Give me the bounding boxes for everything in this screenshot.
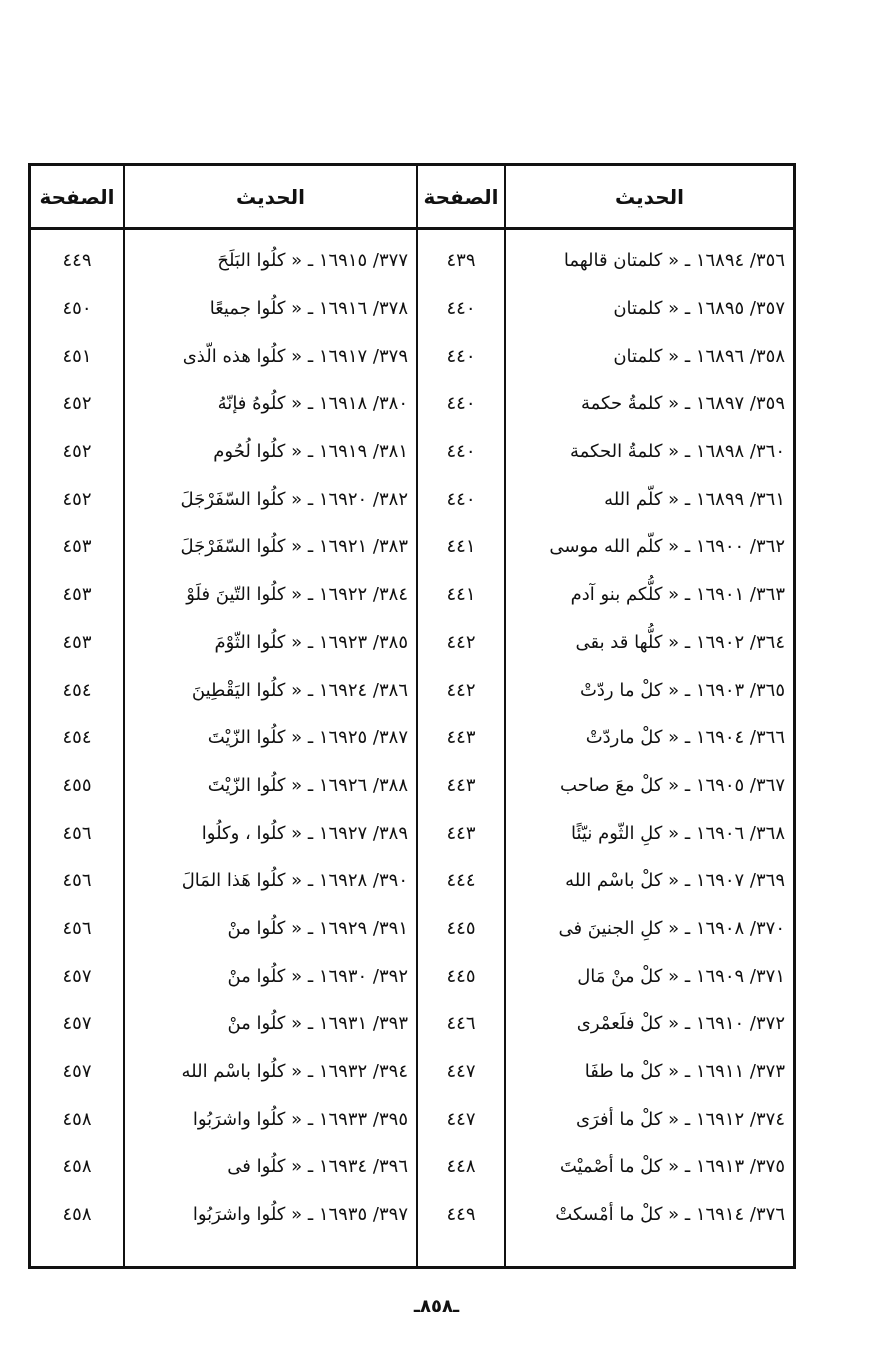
page-number-right: ٤٤٨ xyxy=(446,1156,476,1178)
table-row xyxy=(31,1191,793,1239)
table-row xyxy=(31,428,793,476)
page-number-right: ٤٤٧ xyxy=(446,1061,476,1083)
page-number-right: ٤٤٥ xyxy=(446,965,476,987)
page-number-right: ٤٤٠ xyxy=(446,345,476,367)
hadith-entry-left: ٣٨٦/ ١٦٩٢٤ ـ « كلُوا اليَقْطِينَ xyxy=(191,679,408,701)
page-number-left: ٤٥٨ xyxy=(62,1204,92,1226)
table-row xyxy=(31,619,793,667)
hadith-entry-left: ٣٩٠/ ١٦٩٢٨ ـ « كلُوا هَذا المَالَ xyxy=(181,870,408,892)
hadith-entry-right: ٣٥٨/ ١٦٨٩٦ ـ « كلمتان xyxy=(613,345,785,367)
header-divider xyxy=(31,227,793,230)
hadith-entry-left: ٣٨١/ ١٦٩١٩ ـ « كلُوا لُحُوم xyxy=(213,441,408,463)
page-number-right: ٤٤٣ xyxy=(446,822,476,844)
page-number-right: ٤٤٤ xyxy=(446,870,476,892)
table-row xyxy=(31,475,793,523)
page-number-left: ٤٥٤ xyxy=(62,727,92,749)
hadith-entry-right: ٣٦٤/ ١٦٩٠٢ ـ « كلُّها قد بقى xyxy=(575,631,785,653)
hadith-entry-right: ٣٦٣/ ١٦٩٠١ ـ « كلُّكم بنو آدم xyxy=(570,584,785,606)
table-row xyxy=(31,714,793,762)
page-number-right: ٤٤٠ xyxy=(446,393,476,415)
page-number-right: ٤٤١ xyxy=(446,584,476,606)
page-number-right: ٤٤٥ xyxy=(446,917,476,939)
page-number: ـ٨٥٨ـ xyxy=(413,1296,460,1317)
hadith-entry-right: ٣٦٩/ ١٦٩٠٧ ـ « كلْ باسْم الله xyxy=(565,870,785,892)
table-row xyxy=(31,1048,793,1096)
hadith-entry-left: ٣٨٩/ ١٦٩٢٧ ـ « كلُوا ، وكلُوا xyxy=(201,822,408,844)
page-number-right: ٤٤٩ xyxy=(446,1204,476,1226)
hadith-entry-left: ٣٨٢/ ١٦٩٢٠ ـ « كلُوا السّفَرْجَلَ xyxy=(180,488,408,510)
hadith-entry-right: ٣٧٥/ ١٦٩١٣ ـ « كلْ ما أصْميْتَ xyxy=(559,1156,785,1178)
table-row xyxy=(31,809,793,857)
header-page-left: الصفحة xyxy=(39,184,115,209)
hadith-entry-left: ٣٨٧/ ١٦٩٢٥ ـ « كلُوا الزّيْتَ xyxy=(207,727,408,749)
page-number-left: ٤٥٥ xyxy=(62,774,92,796)
table-row xyxy=(31,332,793,380)
page-number-right: ٤٤٦ xyxy=(446,1013,476,1035)
page-number-left: ٤٥٣ xyxy=(62,584,92,606)
hadith-entry-right: ٣٦١/ ١٦٨٩٩ ـ « كلّم الله xyxy=(604,488,785,510)
page-number-left: ٤٥٦ xyxy=(62,822,92,844)
page-number-right: ٤٤٣ xyxy=(446,774,476,796)
hadith-entry-right: ٣٧٤/ ١٦٩١٢ ـ « كلْ ما أفرَى xyxy=(575,1108,785,1130)
table-row xyxy=(31,857,793,905)
table-row xyxy=(31,237,793,285)
page-number-right: ٤٤٠ xyxy=(446,298,476,320)
hadith-entry-left: ٣٩٤/ ١٦٩٣٢ ـ « كلُوا باسْم الله xyxy=(181,1061,408,1083)
header-hadith-left: الحديث xyxy=(236,184,306,209)
hadith-entry-right: ٣٧٠/ ١٦٩٠٨ ـ « كلِ الجنينَ فى xyxy=(558,917,785,939)
hadith-entry-right: ٣٥٧/ ١٦٨٩٥ ـ « كلمتان xyxy=(613,298,785,320)
table-body xyxy=(31,237,793,1238)
hadith-entry-right: ٣٦٦/ ١٦٩٠٤ ـ « كلْ ماردّتْ xyxy=(585,727,785,749)
page-number-left: ٤٤٩ xyxy=(62,250,92,272)
table-row xyxy=(31,380,793,428)
hadith-entry-right: ٣٧١/ ١٦٩٠٩ ـ « كلْ منْ مَال xyxy=(577,965,785,987)
page-number-right: ٤٤٢ xyxy=(446,631,476,653)
page-number-left: ٤٥٧ xyxy=(62,1061,92,1083)
hadith-entry-right: ٣٦٧/ ١٦٩٠٥ ـ « كلْ معَ صاحب xyxy=(559,774,785,796)
hadith-entry-left: ٣٨٥/ ١٦٩٢٣ ـ « كلُوا الثّوْمَ xyxy=(214,631,408,653)
index-table xyxy=(28,163,796,1269)
table-row xyxy=(31,1143,793,1191)
hadith-entry-left: ٣٧٧/ ١٦٩١٥ ـ « كلُوا البَلَحَ xyxy=(217,250,408,272)
page-number-left: ٤٥٨ xyxy=(62,1156,92,1178)
page-number-left: ٤٥٢ xyxy=(62,488,92,510)
page-number-left: ٤٥٣ xyxy=(62,631,92,653)
table-row xyxy=(31,285,793,333)
header-page-right: الصفحة xyxy=(423,184,499,209)
page-number-right: ٤٤٠ xyxy=(446,488,476,510)
hadith-entry-left: ٣٩٣/ ١٦٩٣١ ـ « كلُوا منْ xyxy=(227,1013,408,1035)
header-hadith-right: الحديث xyxy=(615,184,685,209)
page-number-left: ٤٥٨ xyxy=(62,1108,92,1130)
page-number-right: ٤٤٠ xyxy=(446,441,476,463)
hadith-entry-right: ٣٧٣/ ١٦٩١١ ـ « كلْ ما طفَا xyxy=(584,1061,785,1083)
hadith-entry-left: ٣٩٢/ ١٦٩٣٠ ـ « كلُوا منْ xyxy=(227,965,408,987)
hadith-entry-left: ٣٩٦/ ١٦٩٣٤ ـ « كلُوا فى xyxy=(227,1156,408,1178)
hadith-entry-left: ٣٨٤/ ١٦٩٢٢ ـ « كلُوا التّينَ فلَوْ xyxy=(186,584,408,606)
hadith-entry-left: ٣٩٧/ ١٦٩٣٥ ـ « كلُوا واشرَبُوا xyxy=(192,1204,408,1226)
hadith-entry-right: ٣٦٢/ ١٦٩٠٠ ـ « كلّم الله موسى xyxy=(549,536,785,558)
hadith-entry-left: ٣٩١/ ١٦٩٢٩ ـ « كلُوا منْ xyxy=(227,917,408,939)
page-number-left: ٤٥٧ xyxy=(62,965,92,987)
hadith-entry-right: ٣٦٥/ ١٦٩٠٣ ـ « كلْ ما ردّتْ xyxy=(579,679,785,701)
hadith-entry-right: ٣٦٠/ ١٦٨٩٨ ـ « كلمةُ الحكمة xyxy=(569,441,785,463)
hadith-entry-left: ٣٩٥/ ١٦٩٣٣ ـ « كلُوا واشرَبُوا xyxy=(192,1108,408,1130)
table-row xyxy=(31,952,793,1000)
page-number-right: ٤٤٢ xyxy=(446,679,476,701)
hadith-entry-right: ٣٧٢/ ١٦٩١٠ ـ « كلْ فلَعمْرى xyxy=(576,1013,785,1035)
hadith-entry-right: ٣٥٦/ ١٦٨٩٤ ـ « كلمتان قالهما xyxy=(563,250,785,272)
table-row xyxy=(31,666,793,714)
page-number-right: ٤٤٣ xyxy=(446,727,476,749)
hadith-entry-right: ٣٦٨/ ١٦٩٠٦ ـ « كلِ الثّوم نيّئًا xyxy=(571,822,785,844)
hadith-entry-right: ٣٧٦/ ١٦٩١٤ ـ « كلْ ما أمْسكتْ xyxy=(555,1204,785,1226)
hadith-entry-left: ٣٨٠/ ١٦٩١٨ ـ « كلُوهُ فإنّهُ xyxy=(217,393,408,415)
table-row xyxy=(31,571,793,619)
page-number-left: ٤٥٣ xyxy=(62,536,92,558)
table-row xyxy=(31,523,793,571)
hadith-entry-left: ٣٨٨/ ١٦٩٢٦ ـ « كلُوا الزّيْتَ xyxy=(207,774,408,796)
page-number-left: ٤٥٦ xyxy=(62,870,92,892)
table-row xyxy=(31,1000,793,1048)
page-number-left: ٤٥٤ xyxy=(62,679,92,701)
hadith-entry-right: ٣٥٩/ ١٦٨٩٧ ـ « كلمةُ حكمة xyxy=(580,393,785,415)
page-number-left: ٤٥٢ xyxy=(62,393,92,415)
table-row xyxy=(31,762,793,810)
page-number-right: ٤٤٧ xyxy=(446,1108,476,1130)
page-number-left: ٤٥٧ xyxy=(62,1013,92,1035)
hadith-entry-left: ٣٧٩/ ١٦٩١٧ ـ « كلُوا هذه الّذى xyxy=(182,345,408,367)
page-number-right: ٤٤١ xyxy=(446,536,476,558)
page-number-left: ٤٥١ xyxy=(62,345,92,367)
page-number-right: ٤٣٩ xyxy=(446,250,476,272)
page-number-left: ٤٥٦ xyxy=(62,917,92,939)
page-number-left: ٤٥٢ xyxy=(62,441,92,463)
hadith-entry-left: ٣٨٣/ ١٦٩٢١ ـ « كلُوا السّفَرْجَلَ xyxy=(180,536,408,558)
table-row xyxy=(31,1095,793,1143)
hadith-entry-left: ٣٧٨/ ١٦٩١٦ ـ « كلُوا جميعًا xyxy=(209,298,408,320)
table-row xyxy=(31,905,793,953)
page-number-left: ٤٥٠ xyxy=(62,298,92,320)
